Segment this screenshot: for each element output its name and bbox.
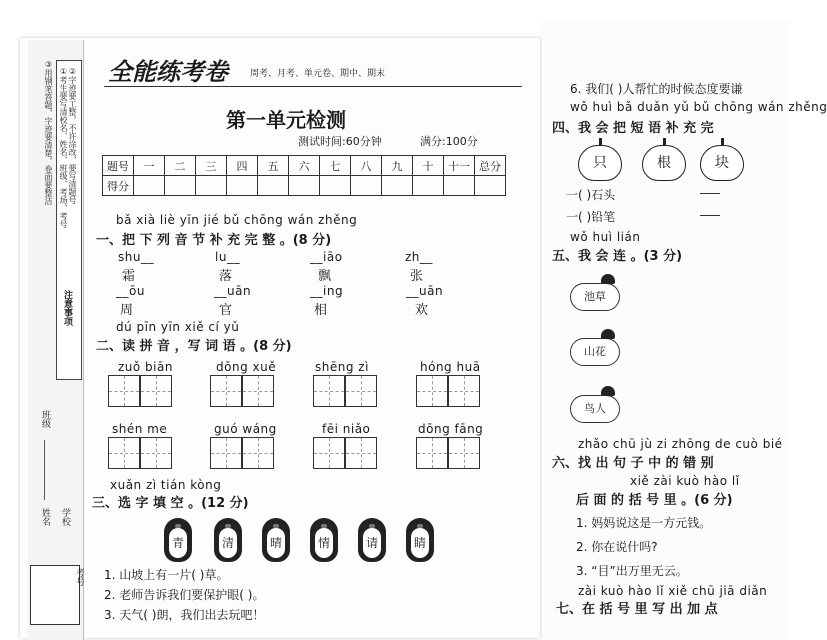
writing-grid[interactable] [313, 437, 377, 469]
score-header: 总分 [475, 156, 506, 176]
word-pinyin: guó wáng [214, 422, 277, 436]
pinyin-blank[interactable]: shu__ [118, 250, 154, 264]
hanzi: 周 [120, 303, 134, 318]
penguin-icon [160, 512, 196, 564]
pinyin-blank[interactable]: __iāo [310, 250, 343, 264]
section3-title: 三、选 字 填 空 。(12 分) [92, 496, 249, 511]
measure-fill-2[interactable]: 一( )铅笔 [566, 210, 616, 224]
section2-pinyin: dú pīn yīn xiě cí yǔ [116, 320, 240, 334]
pinyin-blank[interactable]: __ōu [116, 284, 145, 298]
section7-title: 七、在 括 号 里 写 出 加 点 [556, 602, 718, 617]
score-header: 八 [351, 156, 382, 176]
apple-char: 根 [657, 155, 671, 171]
penguin-icon [306, 512, 342, 564]
section5-title: 五、我 会 连 。(3 分) [552, 249, 683, 264]
cloud-icon[interactable] [570, 338, 620, 366]
school-label: 学校 [60, 508, 70, 526]
score-cell[interactable] [196, 176, 227, 196]
penguin-char: 请 [365, 536, 378, 550]
pinyin-blank[interactable]: zh__ [405, 250, 433, 264]
hanzi: 欢 [415, 303, 429, 318]
writing-grid[interactable] [313, 375, 377, 407]
penguin-icon [354, 512, 390, 564]
score-cell[interactable] [382, 176, 413, 196]
score-table [102, 155, 506, 196]
score-header: 题号 [103, 156, 134, 176]
notes-label: 注意事项 [62, 290, 72, 326]
word-pinyin: hóng huā [420, 360, 481, 374]
section6-q1[interactable]: 1. 妈妈说这是一方元钱。 [576, 516, 712, 530]
apple-char: 块 [715, 155, 729, 171]
score-header: 七 [320, 156, 351, 176]
score-header: 一 [134, 156, 165, 176]
penguin-icon [402, 512, 438, 564]
section3-q2[interactable]: 2. 老师告诉我们要保护眼( )。 [104, 588, 265, 602]
section6-line2: 后 面 的 括 号 里 。(6 分) [576, 493, 733, 508]
word-pinyin: dōng fāng [418, 422, 484, 436]
pinyin-blank[interactable]: __ing [310, 284, 344, 298]
score-header: 四 [227, 156, 258, 176]
score-header: 五 [258, 156, 289, 176]
hanzi: 相 [314, 303, 328, 318]
word-pinyin: shén me [112, 422, 168, 436]
section1-title: 一、把 下 列 音 节 补 充 完 整 。(8 分) [96, 233, 332, 248]
hanzi: 张 [410, 269, 424, 284]
writing-grid[interactable] [210, 375, 274, 407]
section3-pinyin: xuǎn zì tián kòng [110, 478, 222, 492]
class-line [44, 440, 45, 500]
section4-title: 四、我 会 把 短 语 补 充 完 [552, 121, 714, 136]
penguin-char: 情 [317, 536, 330, 550]
writing-grid[interactable] [416, 375, 480, 407]
score-row-label: 得分 [103, 176, 134, 196]
section6-q2[interactable]: 2. 你在说什吗? [576, 540, 658, 554]
section3-q3[interactable]: 3. 天气( )朗，我们出去玩吧！ [104, 608, 265, 622]
penguin-char: 睛 [413, 536, 426, 550]
score-cell[interactable] [475, 176, 506, 196]
score-cell[interactable] [165, 176, 196, 196]
section6-pinyin-2: xiě zài kuò hào lǐ [630, 474, 740, 488]
score-header: 十 [413, 156, 444, 176]
writing-grid[interactable] [210, 437, 274, 469]
exam-types: 周考、月考、单元卷、期中、期末 [250, 69, 386, 79]
score-header: 二 [165, 156, 196, 176]
writing-grid[interactable] [108, 437, 172, 469]
section5-pinyin: wǒ huì lián [570, 230, 641, 244]
hanzi: 霜 [122, 269, 136, 284]
hanzi: 官 [219, 303, 233, 318]
note-2: ②字迹要工整，不许涂改，要写清题号 [68, 67, 77, 204]
score-label: 满分:100分 [420, 135, 478, 148]
score-header: 六 [289, 156, 320, 176]
right-q6[interactable]: 6. 我们( )人帮忙的时候态度要谦 [570, 82, 743, 96]
cloud-word: 山花 [584, 345, 606, 358]
score-header: 九 [382, 156, 413, 176]
section4-pinyin: wǒ huì bǎ duǎn yǔ bǔ chōng wán zhěng [570, 100, 827, 114]
hanzi: 落 [219, 269, 233, 284]
pinyin-blank[interactable]: __uān [214, 284, 252, 298]
apple-icon [578, 145, 622, 181]
penguin-char: 青 [171, 536, 184, 550]
hanzi: 飘 [318, 269, 332, 284]
score-cell[interactable] [227, 176, 258, 196]
writing-grid[interactable] [416, 437, 480, 469]
cloud-icon[interactable] [570, 283, 620, 311]
score-cell[interactable] [258, 176, 289, 196]
notes-panel [56, 60, 82, 380]
score-cell[interactable] [444, 176, 475, 196]
cloud-icon[interactable] [570, 395, 620, 423]
score-cell[interactable] [413, 176, 444, 196]
measure-fill-1[interactable]: 一( )石头 [566, 188, 616, 202]
apple-char: 只 [593, 155, 607, 171]
word-pinyin: shēng zì [315, 360, 369, 374]
score-cell[interactable] [351, 176, 382, 196]
header-rule [104, 86, 522, 87]
pinyin-blank[interactable]: __uān [406, 284, 444, 298]
section1-pinyin: bǎ xià liè yīn jié bǔ chōng wán zhěng [116, 213, 358, 227]
score-cell[interactable] [134, 176, 165, 196]
score-cell[interactable] [320, 176, 351, 196]
section2-title: 二、读 拼 音 ，写 词 语 。(8 分) [96, 339, 292, 354]
score-header: 三 [196, 156, 227, 176]
penguin-char: 晴 [269, 536, 282, 550]
number-label: 考号 [74, 568, 84, 586]
word-pinyin: fēi niǎo [322, 422, 371, 436]
note-1: ①考生要写清校名、姓名、班级、考场、考号 [59, 67, 68, 228]
score-cell[interactable] [289, 176, 320, 196]
section6-title: 六、找 出 句 子 中 的 错 别 [552, 456, 714, 471]
section6-q3[interactable]: 3. “目”出万里无云。 [576, 564, 688, 578]
penguin-icon [210, 512, 246, 564]
cloud-word: 池草 [584, 290, 606, 303]
name-label: 姓名 [40, 508, 50, 526]
apple-icon [700, 145, 744, 181]
note-3: ③用钢笔答题，字迹要清楚，卷面要整洁 [44, 60, 53, 205]
time-label: 测试时间:60分钟 [298, 135, 382, 148]
cloud-word: 鸟人 [584, 402, 606, 415]
section6-pinyin: zhǎo chū jù zi zhōng de cuò bié [578, 437, 783, 451]
class-label: 班级 [40, 410, 50, 428]
section7-pinyin: zài kuò hào lǐ xiě chū jiā diǎn [578, 584, 768, 598]
fill-dash [700, 193, 720, 194]
exam-number-box [30, 565, 80, 625]
penguin-icon [258, 512, 294, 564]
score-header: 十一 [444, 156, 475, 176]
word-pinyin: dōng xuě [216, 360, 277, 374]
section3-q1[interactable]: 1. 山坡上有一片( )草。 [104, 568, 229, 582]
apple-icon [642, 145, 686, 181]
penguin-char: 清 [221, 536, 234, 550]
fill-dash [700, 215, 720, 216]
page-title: 第一单元检测 [226, 108, 346, 132]
writing-grid[interactable] [108, 375, 172, 407]
word-pinyin: zuǒ biān [118, 360, 173, 374]
pinyin-blank[interactable]: lu__ [215, 250, 240, 264]
brand-logo: 全能练考卷 [108, 58, 228, 86]
